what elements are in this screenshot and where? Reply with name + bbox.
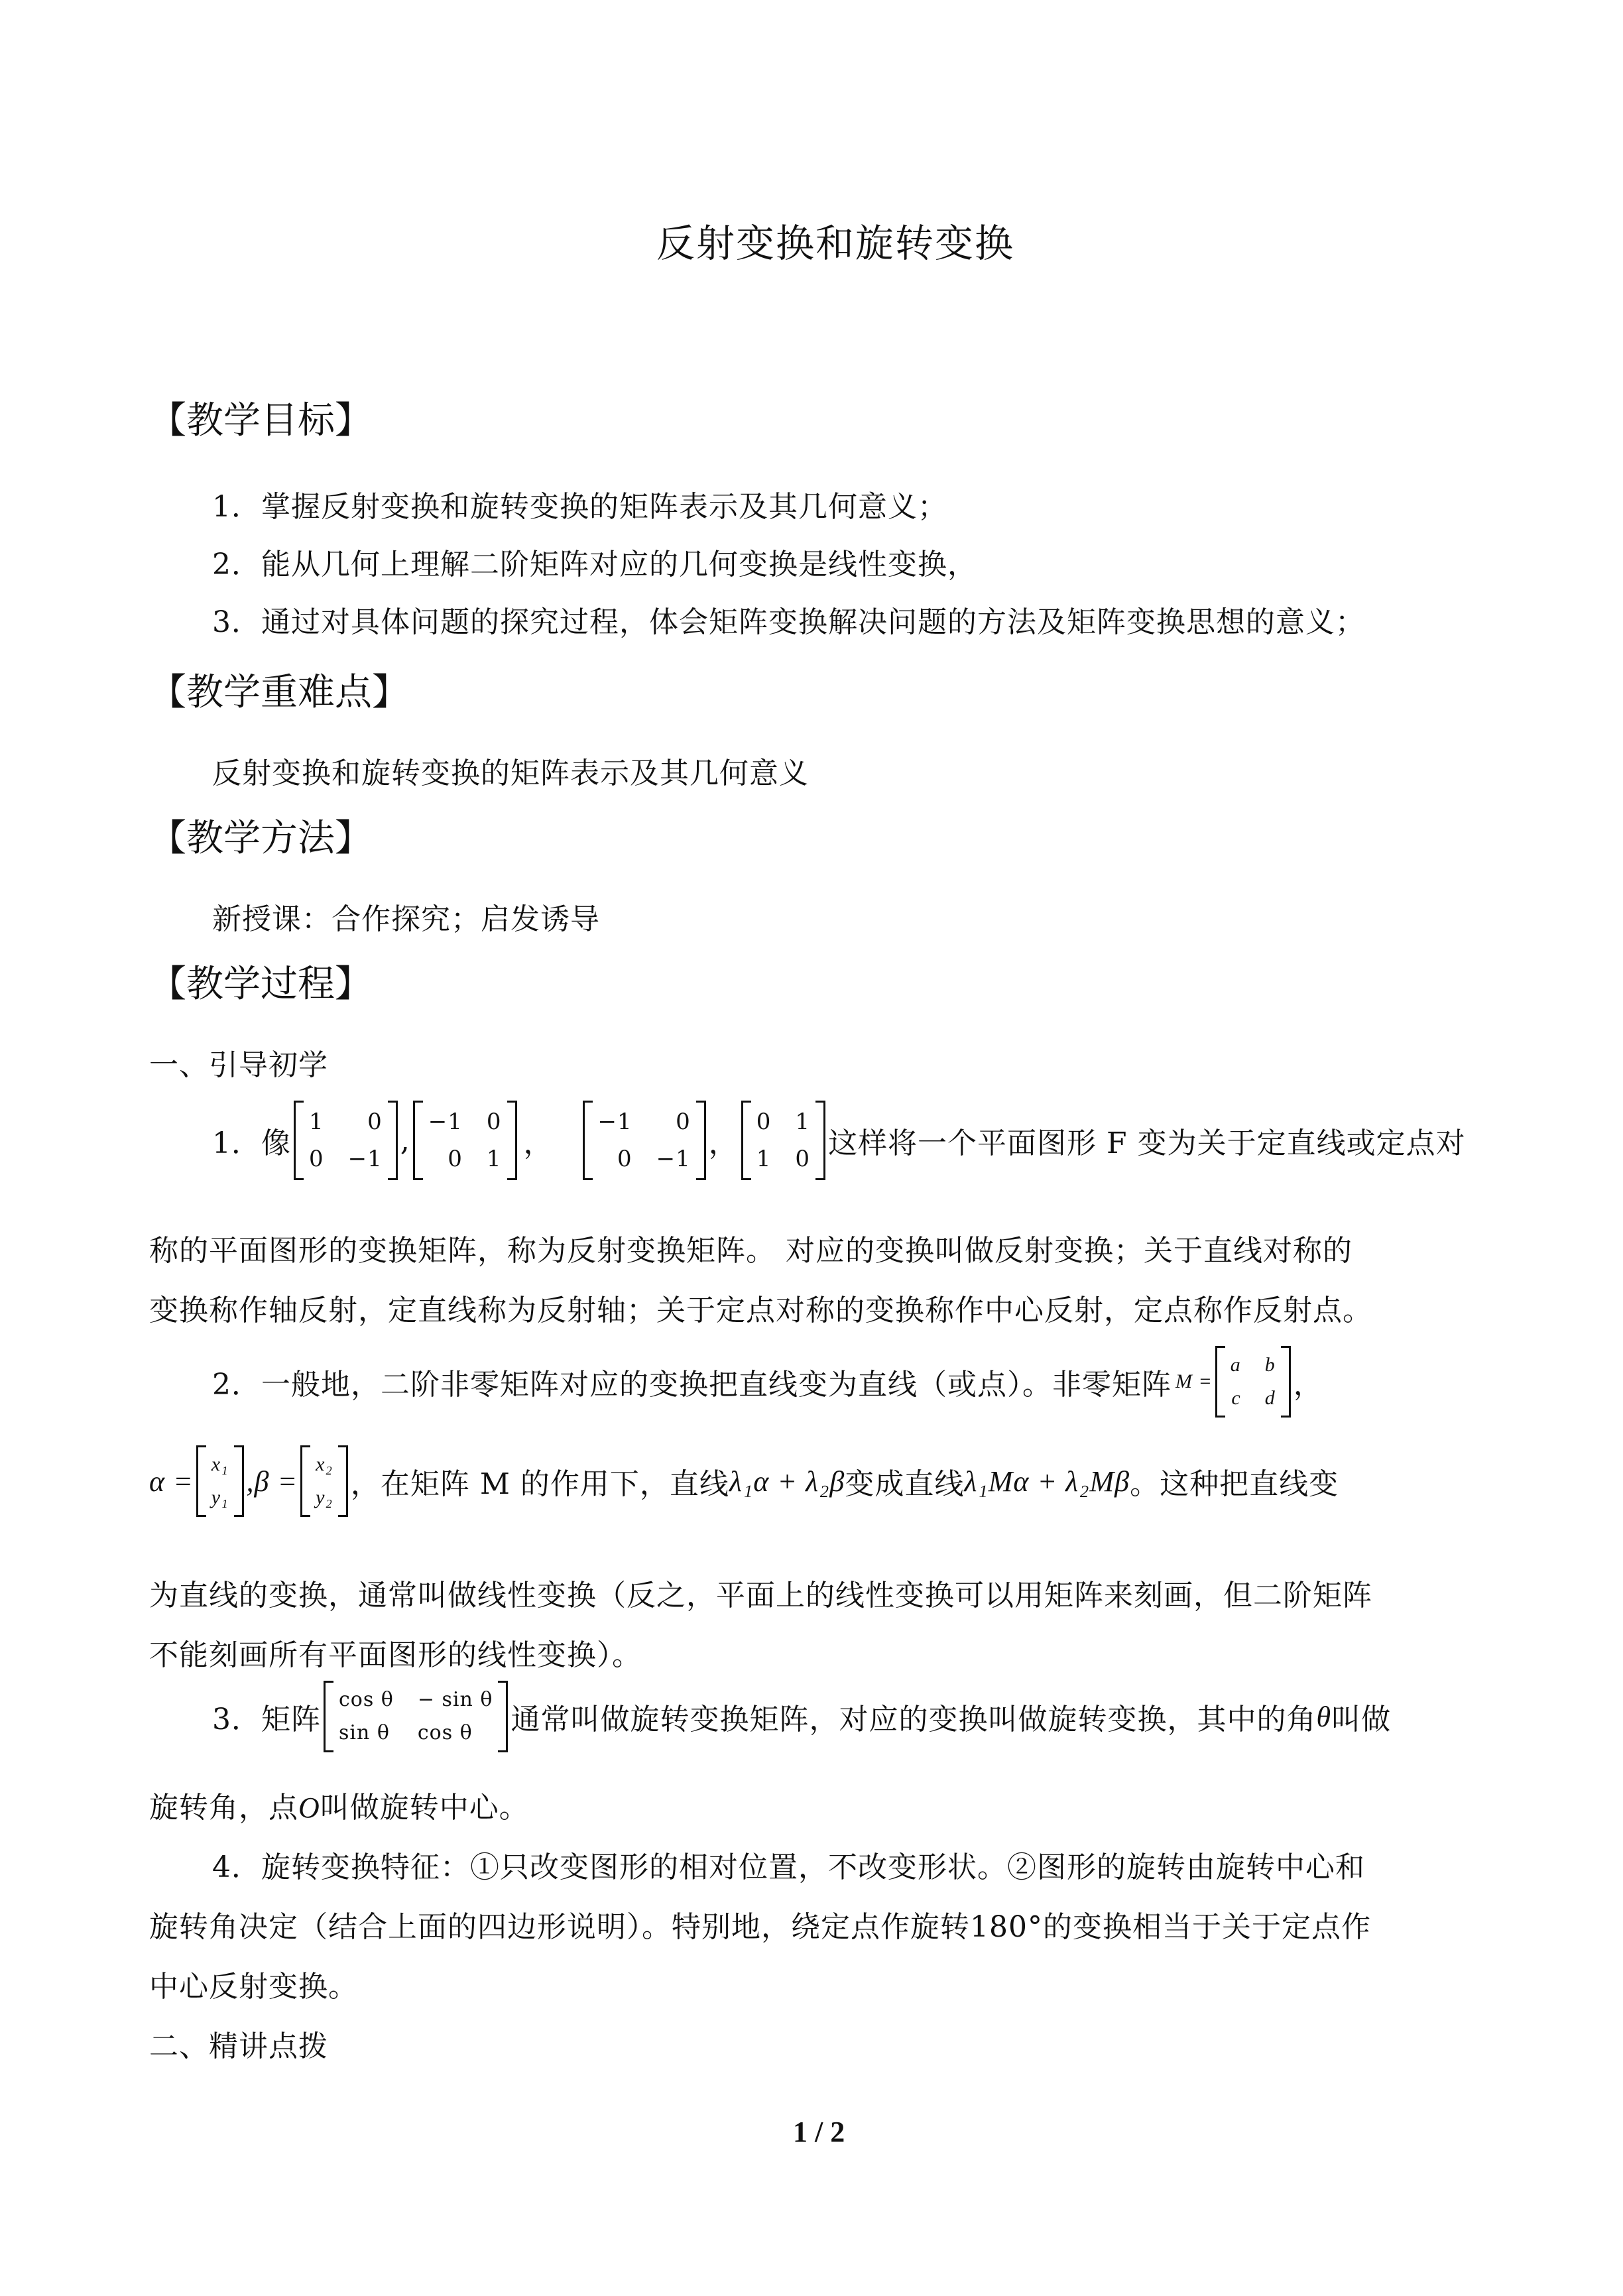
page-number: 1 / 2 <box>793 2116 845 2148</box>
item2-line4: 不能刻画所有平面图形的线性变换）。 <box>149 1638 642 1672</box>
item3-line2 <box>149 1783 529 1826</box>
heading-key-points: 【教学重难点】 <box>149 671 409 714</box>
beta-vector: x₂ y₂ <box>300 1445 348 1517</box>
heading-process: 【教学过程】 <box>149 963 372 1006</box>
item1-line1 <box>212 1101 1466 1180</box>
comma: ， <box>523 1126 554 1160</box>
item4-line2: 旋转角决定（结合上面的四边形说明）。特别地，绕定点作旋转180°的变换相当于关于定点作 <box>149 1910 1371 1944</box>
point-o: O <box>298 1791 320 1824</box>
item2-line2-end: 。这种把直线变 <box>1130 1467 1339 1501</box>
item3-suffix-b: 叫做 <box>1331 1703 1392 1736</box>
rotation-matrix: cos θ − sin θ sin θ cos θ <box>324 1681 508 1752</box>
alpha-vector: x₁ y₁ <box>196 1445 244 1517</box>
item3-line1 <box>212 1681 1391 1752</box>
alpha-label: α = <box>149 1465 194 1498</box>
item4-line1: 4．旋转变换特征：①只改变图形的相对位置，不改变形状。②图形的旋转由旋转中心和 <box>212 1850 1365 1884</box>
heading-methods: 【教学方法】 <box>149 817 372 860</box>
item1-prefix: 1．像 <box>212 1126 291 1160</box>
item1-line2: 称的平面图形的变换矩阵，称为反射变换矩阵。 对应的变换叫做反射变换；关于直线对称的 <box>149 1234 1352 1268</box>
key-points-text: 反射变换和旋转变换的矩阵表示及其几何意义 <box>212 756 809 790</box>
goal-item: 2．能从几何上理解二阶矩阵对应的几何变换是线性变换， <box>212 548 977 581</box>
item2-line2 <box>149 1445 1339 1517</box>
reflection-matrix-3: −1 0 0 −1 <box>583 1101 706 1180</box>
comma: ， <box>708 1126 739 1160</box>
page-title: 反射变换和旋转变换 <box>656 221 1015 266</box>
reflection-matrix-1: 1 0 0 −1 <box>294 1101 398 1180</box>
item2-line1-end: ， <box>1293 1368 1323 1402</box>
section-guided-learning: 一、引导初学 <box>149 1048 328 1082</box>
item3-line2-b: 叫做旋转中心。 <box>320 1791 529 1825</box>
item3-prefix: 3．矩阵 <box>212 1703 321 1736</box>
line-expression: λ₁α + λ₂β <box>729 1465 845 1498</box>
comma: , <box>400 1123 410 1158</box>
reflection-matrix-2: −1 0 0 1 <box>413 1101 517 1180</box>
item1-suffix: 这样将一个平面图形 F 变为关于定直线或定点对 <box>828 1126 1466 1160</box>
item2-line3: 为直线的变换，通常叫做线性变换（反之，平面上的线性变换可以用矩阵来刻画，但二阶矩阵 <box>149 1579 1372 1612</box>
item2-line1-text: 2．一般地，二阶非零矩阵对应的变换把直线变为直线（或点）。非零矩阵 <box>212 1368 1172 1402</box>
section-key-explanation: 二、精讲点拨 <box>149 2029 328 2063</box>
item3-line2-a: 旋转角，点 <box>149 1791 298 1825</box>
item2-line1 <box>212 1346 1323 1418</box>
matrix-m-label: M = <box>1175 1370 1213 1392</box>
heading-goals: 【教学目标】 <box>149 399 372 442</box>
item2-line2-mid: ，在矩阵 M 的作用下，直线 <box>350 1467 729 1501</box>
item4-line3: 中心反射变换。 <box>149 1970 358 2004</box>
matrix-m: a b c d <box>1215 1346 1291 1418</box>
item1-line3: 变换称作轴反射，定直线称为反射轴；关于定点对称的变换称作中心反射，定点称作反射点。 <box>149 1294 1372 1327</box>
reflection-matrix-4: 0 1 1 0 <box>741 1101 825 1180</box>
item3-suffix-a: 通常叫做旋转变换矩阵，对应的变换叫做旋转变换，其中的角 <box>511 1703 1317 1736</box>
mapped-line-expression: λ₁Mα + λ₂Mβ <box>964 1465 1130 1498</box>
theta-symbol: θ <box>1316 1700 1332 1733</box>
methods-text: 新授课：合作探究；启发诱导 <box>212 902 600 936</box>
beta-label: ,β = <box>246 1465 298 1498</box>
goal-item: 3．通过对具体问题的探究过程，体会矩阵变换解决问题的方法及矩阵变换思想的意义； <box>212 605 1365 639</box>
goal-item: 1．掌握反射变换和旋转变换的矩阵表示及其几何意义； <box>212 490 947 524</box>
item2-line2-mid2: 变成直线 <box>845 1467 965 1501</box>
